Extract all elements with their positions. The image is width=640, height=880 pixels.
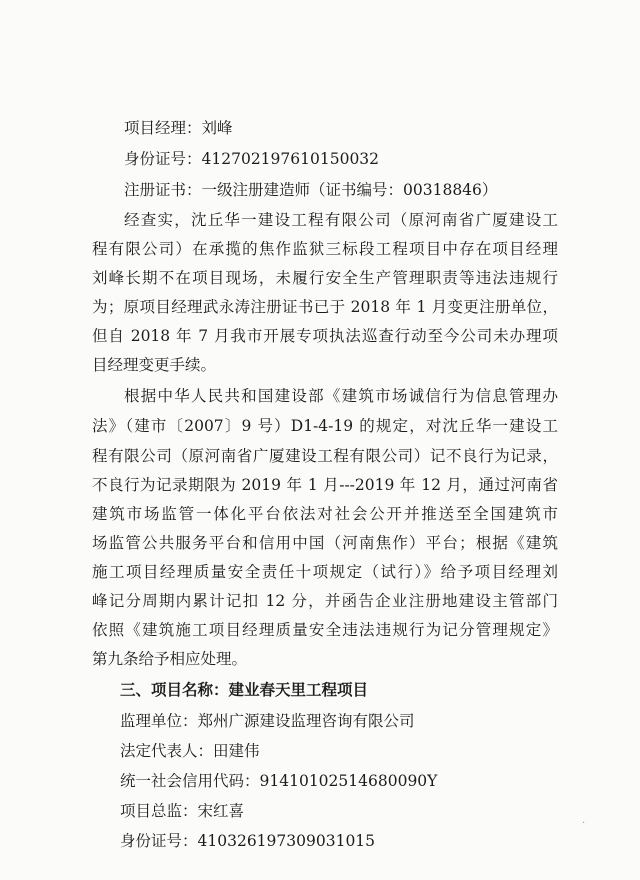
section-3-heading: 三、项目名称：建业春天里工程项目 <box>120 681 369 699</box>
findings-line: 但自 2018 年 7 月我市开展专项执法巡查行动至今公司未办理项 <box>92 327 558 345</box>
pm-cert-label: 注册证书： <box>124 181 202 199</box>
pm-name: 刘峰 <box>201 119 233 137</box>
supervisor-label: 监理单位： <box>120 712 198 730</box>
penalty-line: 建筑市场监管一体化平台依法对社会公开并推送至全国建筑市 <box>92 505 558 523</box>
penalty-line: 法》（建市〔2007〕9 号）D1-4-19 的规定，对沈丘华一建设工 <box>92 417 558 435</box>
pm-name-label: 项目经理： <box>124 119 202 137</box>
pm-id: 412702197610150032 <box>201 150 380 168</box>
pm-id-line <box>124 149 379 169</box>
penalty-line: 程有限公司（原河南省广厦建设工程有限公司）记不良行为记录， <box>92 447 558 465</box>
chief-id-line <box>120 831 375 851</box>
penalty-line: 施工项目经理质量安全责任十项规定（试行）》给予项目经理刘 <box>92 563 558 581</box>
penalty-line: 不良行为记录期限为 2019 年 1 月---2019 年 12 月，通过河南省 <box>92 476 558 494</box>
pm-name-line <box>124 118 233 138</box>
pm-cert-line <box>124 180 497 200</box>
chief-line <box>120 801 244 821</box>
credit-code: 91410102514680090Y <box>259 772 438 790</box>
supervisor-line <box>120 711 415 731</box>
penalty-line: 第九条给予相应处理。 <box>92 650 248 668</box>
penalty-line: 依照《建筑施工项目经理质量安全违法违规行为记分管理规定》 <box>92 621 558 639</box>
penalty-line: 峰记分周期内累计记扣 12 分，并函告企业注册地建设主管部门 <box>92 592 558 610</box>
pm-cert: 一级注册建造师（证书编号：00318846） <box>201 181 498 199</box>
chief-id: 410326197309031015 <box>197 832 376 850</box>
findings-line: 经查实，沈丘华一建设工程有限公司（原河南省广厦建设工 <box>124 211 558 229</box>
findings-line: 刘峰长期不在项目现场，未履行安全生产管理职责等违法违规行 <box>92 269 558 287</box>
findings-line: 为；原项目经理武永涛注册证书已于 2018 年 1 月变更注册单位， <box>92 298 558 316</box>
chief-label: 项目总监： <box>120 802 198 820</box>
legal-rep-line <box>120 741 260 761</box>
legal-rep-label: 法定代表人： <box>120 742 214 760</box>
findings-line: 目经理变更手续。 <box>92 356 217 374</box>
findings-line: 程有限公司）在承揽的焦作监狱三标段工程项目中存在项目经理 <box>92 240 558 258</box>
chief-id-label: 身份证号： <box>120 832 198 850</box>
supervisor-name: 郑州广源建设监理咨询有限公司 <box>197 712 415 730</box>
credit-code-label: 统一社会信用代码： <box>120 772 260 790</box>
scan-speck: · <box>582 818 586 829</box>
penalty-line: 场监管公共服务平台和信用中国（河南焦作）平台；根据《建筑 <box>92 534 558 552</box>
pm-id-label: 身份证号： <box>124 150 202 168</box>
penalty-line: 根据中华人民共和国建设部《建筑市场诚信行为信息管理办 <box>124 387 558 405</box>
credit-code-line <box>120 771 437 791</box>
chief-name: 宋红喜 <box>197 802 245 820</box>
legal-rep-name: 田建伟 <box>213 742 260 760</box>
